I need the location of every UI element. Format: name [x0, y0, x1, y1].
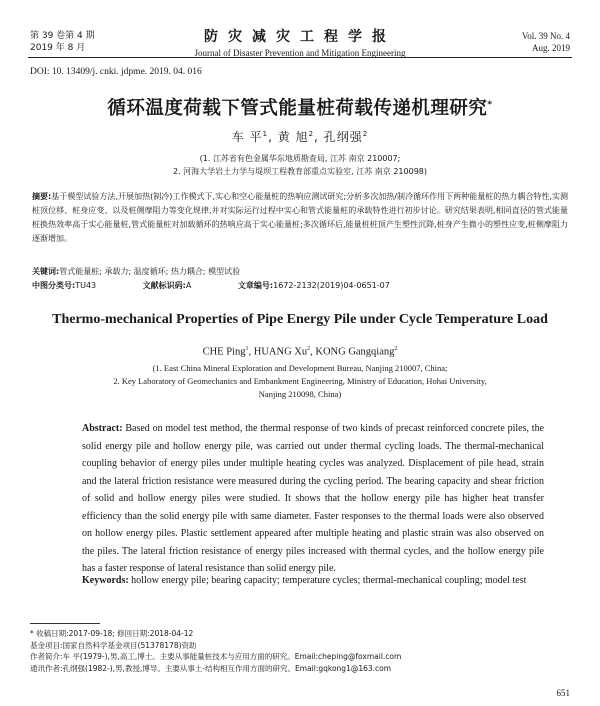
paper-title-cn — [40, 94, 560, 120]
paper-title-en: Thermo-mechanical Properties of Pipe Energy Pile under Cycle Temperature Load — [52, 312, 548, 327]
author-en-affil: 2 — [394, 346, 398, 352]
journal-title-block — [140, 26, 460, 58]
abstract-cn-label: 摘要: — [32, 192, 52, 201]
doc-code-value: A — [185, 281, 192, 290]
header-volume-block — [30, 30, 95, 54]
title-footnote-mark: * — [487, 99, 493, 110]
clc-label: 中图分类号: — [32, 281, 76, 290]
header-date-cn: 2019 年 8 月 — [30, 43, 86, 53]
footnote-funding: 基金项目:国家自然科学基金项目(51378178)资助 — [30, 640, 197, 650]
journal-title-en: Journal of Disaster Prevention and Mitigation Engineering — [194, 48, 406, 58]
author-en: HUANG Xu — [253, 346, 308, 358]
affiliations-cn — [60, 152, 540, 178]
author-cn-affil: 2 — [308, 130, 315, 138]
page-number: 651 — [556, 688, 570, 698]
abstract-en-text: Based on model test method, the thermal response of two kinds of precast reinforced concrete piles, the solid energy pile and hollow energy pile, was carried out under thermal cycling loads. The thermal-mechanical coupling behavior of energy piles under multiple heating cycles was analyzed. Displacement of pile head, strain and the lateral friction resistance were measured during the cycling period. The bearing capacity and shear friction of solid and hollow energy piles were studied. It shows that the hollow energy pile has higher heat transfer efficiency than the solid energy pile with same diameter. Faster responses to the thermal loads were also observed on hollow energy piles. Plastic settlement appeared after multiple heating and plastic strain was also observed on the piles. The lateral friction resistance of energy piles increased with thermal cycles, and the hollow energy pile has a faster response of lateral resistance than solid energy pile. — [82, 423, 545, 574]
author-cn: 孔纲强 — [323, 130, 363, 144]
affiliation-cn: 2. 河海大学岩土力学与堤坝工程教育部重点实验室, 江苏 南京 210098) — [172, 167, 427, 176]
footnotes — [30, 628, 570, 674]
clc-field — [32, 281, 118, 290]
article-no-field — [238, 281, 412, 290]
abstract-cn — [32, 190, 568, 246]
doc-code-field — [143, 281, 214, 290]
header-volume-cn: 第 39 卷第 4 期 — [30, 31, 95, 41]
footnote-corresponding-author: 通讯作者:孔纲强(1982-),男,教授,博导。主要从事土-结构相互作用方面的研究。Email:gqkong1@163.com — [30, 663, 392, 673]
authors-en: CHE Ping$^1$, HUANG Xu$^2$, KONG Gangqiang$^2$ — [202, 346, 398, 358]
affiliation-en: Nanjing 210098, China) — [258, 389, 342, 399]
author-en: KONG Gangqiang — [315, 346, 395, 358]
author-en-affil: 1 — [245, 346, 249, 352]
footnote-author-bio: 作者简介:车 平(1979-),男,高工,博士。主要从事能量桩技术与应用方面的研究。Email:cheping@foxmail.com — [30, 652, 402, 661]
journal-title-cn: 防灾减灾工程学报 — [204, 29, 396, 45]
header-date-en: Aug. 2019 — [532, 43, 570, 53]
abstract-cn-text: 基于模型试验方法,开展加热(制冷)工作模式下,实心和空心能量桩的热响应测试研究;分析多次加热/制冷循环作用下两种能量桩的热力耦合特性,实测桩顶位移、桩身应变、以及桩侧摩阻力等变化规律,并对实际运行过程中实心和管式能量桩的承载特性进行初步讨论。研究结果表明,相同直径的管式能量桩换热效率高于实心能量桩,管式能量桩对加载循环的热响应高于实心能量桩;多次循环后,能量桩桩顶产生塑性沉降,桩身产生微小的塑性应变,桩侧摩阻力逐渐增加。 — [32, 192, 568, 243]
abstract-en — [82, 420, 544, 578]
footnote-received: * 收稿日期:2017-09-18; 修回日期:2018-04-12 — [30, 629, 194, 638]
keywords-cn-text: 管式能量桩; 承载力; 温度循环; 热力耦合; 模型试验 — [59, 267, 241, 276]
affiliation-en: (1. East China Mineral Exploration and Development Bureau, Nanjing 210007, China; — [152, 363, 448, 373]
header-volume-en: Vol. 39 No. 4 — [521, 31, 570, 41]
footnote-divider — [30, 623, 100, 624]
doi: DOI: 10. 13409/j. cnki. jdpme. 2019. 04. 016 — [30, 67, 202, 77]
affiliation-en: 2. Key Laboratory of Geomechanics and Embankment Engineering, Ministry of Education, Hohai University, — [113, 376, 487, 386]
keywords-en — [82, 572, 544, 589]
keywords-en-text: hollow energy pile; bearing capacity; temperature cycles; thermal-mechanical coupling; model test — [131, 575, 527, 586]
clc-value: TU43 — [75, 281, 97, 290]
doc-code-label: 文献标识码: — [142, 281, 186, 290]
author-cn-affil: 2 — [362, 130, 369, 138]
abstract-en-label: Abstract: — [82, 423, 123, 434]
header-issue-block — [522, 30, 570, 54]
article-no-label: 文章编号: — [237, 281, 274, 290]
author-cn: 车 平 — [231, 130, 263, 144]
authors-cn: 车 平$^1$, 黄 旭$^2$, 孔纲强$^2$ — [231, 130, 369, 144]
author-cn-affil: 1 — [262, 130, 269, 138]
affiliations-en — [40, 362, 560, 401]
article-no-value: 1672-2132(2019)04-0651-07 — [273, 281, 390, 290]
keywords-en-label: Keywords: — [82, 575, 129, 586]
author-cn: 黄 旭 — [277, 130, 309, 144]
keywords-cn — [32, 266, 568, 277]
affiliation-cn: (1. 江苏省有色金属华东地质勘查局, 江苏 南京 210007; — [199, 154, 401, 163]
author-en: CHE Ping — [202, 346, 246, 358]
author-en-affil: 2 — [307, 346, 311, 352]
paper-title-cn-text: 循环温度荷载下管式能量桩荷载传递机理研究 — [107, 98, 488, 119]
classification-line — [32, 280, 568, 291]
header-divider — [28, 57, 572, 58]
keywords-cn-label: 关键词: — [32, 267, 60, 276]
